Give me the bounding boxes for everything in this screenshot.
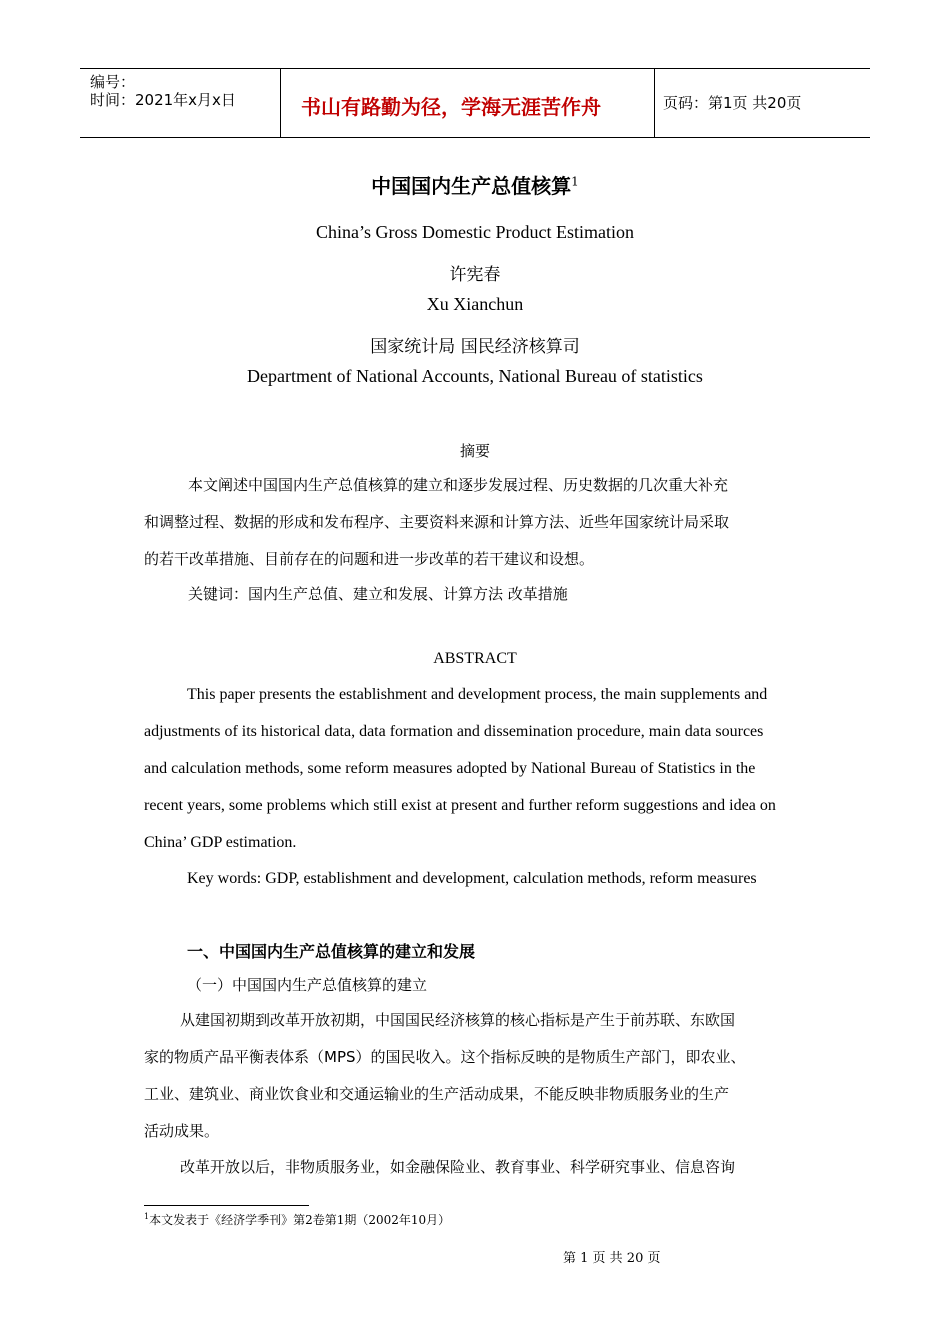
section1-subheading: （一）中国国内生产总值核算的建立 <box>187 976 428 994</box>
abstract-cn-line3: 的若干改革措施、目前存在的问题和进一步改革的若干建议和设想。 <box>144 550 595 568</box>
page-title <box>0 170 950 199</box>
date-label: 时间：2021年x月x日 <box>90 91 236 109</box>
keywords-cn: 关键词：国内生产总值、建立和发展、计算方法 改革措施 <box>188 585 568 603</box>
dept-cn: 国家统计局 国民经济核算司 <box>370 337 580 357</box>
section1-p1-line3: 工业、建筑业、商业饮食业和交通运输业的生产活动成果，不能反映非物质服务业的生产 <box>144 1085 730 1103</box>
title-cn: 中国国内生产总值核算 <box>371 174 572 198</box>
motto: 书山有路勤为径，学海无涯苦作舟 <box>301 95 601 119</box>
abstract-cn-line2: 和调整过程、数据的形成和发布程序、主要资料来源和计算方法、近些年国家统计局采取 <box>144 513 730 531</box>
section1-p1-line2: 家的物质产品平衡表体系（MPS）的国民收入。这个指标反映的是物质生产部门，即农业、 <box>144 1048 746 1066</box>
section1-p2-line1: 改革开放以后，非物质服务业，如金融保险业、教育事业、科学研究事业、信息咨询 <box>180 1158 736 1176</box>
section1-p1-line1: 从建国初期到改革开放初期，中国国民经济核算的核心指标是产生于前苏联、东欧国 <box>180 1011 736 1029</box>
abstract-en-line1: This paper presents the establishment and development process, the main supplements and <box>187 686 768 703</box>
header-page-cell <box>655 69 870 137</box>
footnote-text: 本文发表于《经济学季刊》第2卷第1期（2002年10月） <box>149 1213 451 1227</box>
footer-page-number: 第 1 页 共 20 页 <box>563 1251 661 1266</box>
header-left-cell <box>80 69 281 137</box>
title-en: China’s Gross Domestic Product Estimation <box>316 222 634 242</box>
header-motto-cell <box>281 69 655 137</box>
abstract-en-line2: adjustments of its historical data, data formation and dissemination procedure, main data sources <box>144 723 764 740</box>
abstract-cn-heading: 摘要 <box>459 442 490 460</box>
keywords-en: Key words: GDP, establishment and development, calculation methods, reform measures <box>187 870 757 887</box>
footnote <box>144 1211 450 1228</box>
author-cn: 许宪春 <box>449 265 501 285</box>
abstract-en-line3: and calculation methods, some reform measures adopted by National Bureau of Statistics in the <box>144 760 756 777</box>
number-label: 编号： <box>90 73 136 91</box>
author-en: Xu Xianchun <box>426 294 524 314</box>
header-table <box>80 68 870 138</box>
title-footnote-mark: 1 <box>571 174 579 189</box>
section1-heading: 一、中国国内生产总值核算的建立和发展 <box>187 942 476 961</box>
section1-p1-line4: 活动成果。 <box>144 1122 220 1140</box>
header-page-label: 页码：第1页 共20页 <box>663 94 802 112</box>
dept-en: Department of National Accounts, National Bureau of statistics <box>247 366 703 386</box>
footnote-divider <box>144 1205 309 1206</box>
footnote-mark: 1 <box>144 1212 150 1221</box>
abstract-cn-line1: 本文阐述中国国内生产总值核算的建立和逐步发展过程、历史数据的几次重大补充 <box>188 476 729 494</box>
abstract-en-line5: China’ GDP estimation. <box>144 834 297 851</box>
abstract-en-line4: recent years, some problems which still exist at present and further reform suggestions and idea on <box>144 797 776 814</box>
abstract-en-heading: ABSTRACT <box>433 650 517 667</box>
